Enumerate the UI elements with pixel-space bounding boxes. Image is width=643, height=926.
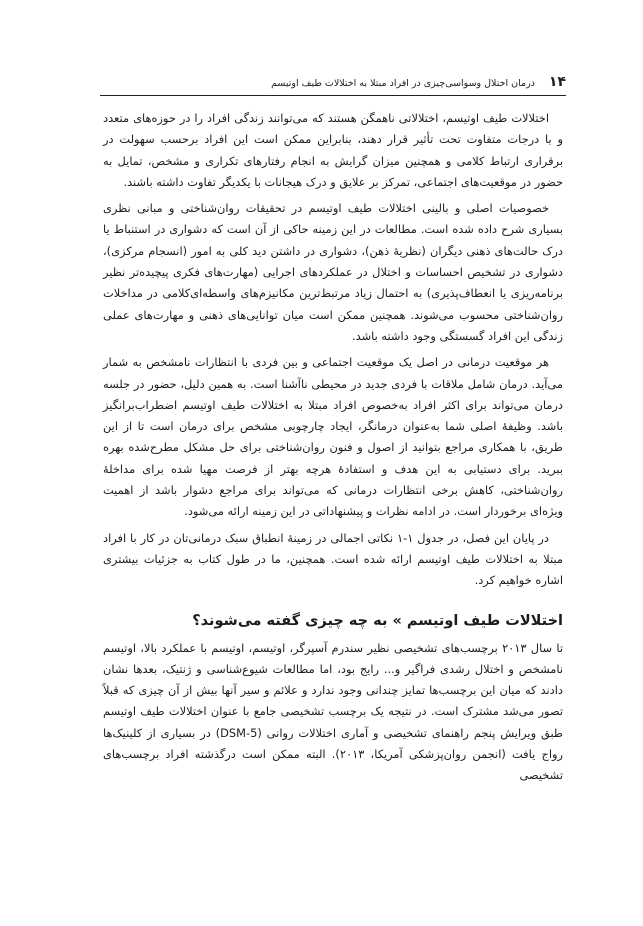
page-number: ۱۴ bbox=[548, 74, 566, 90]
header-divider bbox=[100, 95, 566, 96]
paragraph-chapter-end: در پایان این فصل، در جدول ۱-۱ نکاتی اجمالی در زمینهٔ انطباق سبک درمانی‌تان در کار با افراد مبتلا به اختلالات طیف اوتیسم ارائه شده است. همچنین، ما در طول کتاب به جزئیات بیشتری اشاره خواهیم کرد. bbox=[103, 530, 563, 588]
running-title: درمان اختلال وسواسی‌چیزی در افراد مبتلا به اختلالات طیف اوتیسم bbox=[271, 78, 535, 89]
section-heading: اختلالات طیف اوتیسم » به چه چیزی گفته می‌شوند؟ bbox=[192, 612, 563, 629]
paragraph-therapy-situation: هر موقعیت درمانی در اصل یک موقعیت اجتماعی و بین فردی با انتظارات نامشخص به شمار می‌آید. درمان شامل ملاقات با فردی جدید در محیطی ناآشنا است. به همین دلیل، حضور در جلسه درمان می‌تواند برای اکثر افراد به‌خصوص افراد مبتلا به اختلالات طیف اوتیسم اضطراب‌برانگیز باشد. وظیفهٔ اصلی شما به‌عنوان درمانگر، ایجاد چارچوبی مشخص برای درمان است تا از این طریق، با همکاری مراجع بتوانید از اصول و فنون روان‌شناختی برای حل مشکل مطرح‌شده بهره ببرید. برای دستیابی به این هدف و استفادهٔ هرچه بهتر از فرصت مهیا شده برای مداخلهٔ روان‌شناختی، کاهش برخی انتظارات درمانی که می‌تواند برای مراجع دشوار باشد از اهمیت ویژه‌ای برخوردار است. در ادامه نظرات و پیشنهاداتی در این زمینه ارائه می‌شود. bbox=[103, 355, 563, 519]
paragraph-intro: اختلالات طیف اوتیسم، اختلالاتی ناهمگن هستند که می‌توانند زندگی افراد را در حوزه‌های متعدد و با درجات متفاوت تحت تأثیر قرار دهند، بنابراین ممکن است این افراد برحسب سهولت در برقراری ارتباط کلامی و همچنین میزان گرایش به انجام رفتارهای تکراری و مشخص، تمایل به حضور در موقعیت‌های اجتماعی، تمرکز بر علایق و درک هیجانات با یکدیگر تفاوت داشته باشند. bbox=[103, 111, 563, 189]
page-body bbox=[103, 108, 563, 787]
page-header bbox=[100, 74, 566, 90]
paragraph-characteristics: خصوصیات اصلی و بالینی اختلالات طیف اوتیسم در تحقیقات روان‌شناختی و مبانی نظری بسیاری شرح داده شده است. مطالعات در این زمینه حاکی از آن است که دشواری در استنباط یا درک حالت‌های ذهنی دیگران (نظریهٔ ذهن)، دشواری در داشتن دید کلی به امور (انسجام مرکزی)، دشواری در تشخیص احساسات و اختلال در عملکردهای اجرایی (مهارت‌های فکری پیچیده‌تر نظیر برنامه‌ریزی یا انعطاف‌پذیری) به احتمال زیاد مرتبط‌ترین مکانیزم‌های واسطه‌ای‌کلامی در مداخلات روان‌شناختی محسوب می‌شوند. همچنین ممکن است میان توانایی‌های ذهنی و مهارت‌های عملی زندگی این افراد گسستگی وجود داشته باشد. bbox=[103, 201, 563, 343]
section-paragraph: تا سال ۲۰۱۳ برچسب‌های تشخیصی نظیر سندرم آسپرگر، اوتیسم، اوتیسم با عملکرد بالا، اوتیسم نامشخص و اختلال رشدی فراگیر و... رایج بود، اما مطالعات شیوع‌شناسی و ژنتیک، بعدها نشان دادند که میان این برچسب‌ها تمایز چندانی وجود ندارد و علائم و سیر آنها بیش از آن چیزی که قبلاً تصور می‌شد مشترک است. در نتیجه یک برچسب تشخیصی جامع با عنوان اختلالات طیف اوتیسم طبق ویرایش پنجم راهنمای تشخیصی و آماری اختلالات روانی (DSM-5) در بسیاری از کلینیک‌ها رواج یافت (انجمن روان‌پزشکی آمریکا، ۲۰۱۳). البته ممکن است درگذشته افراد برچسب‌های تشخیصی bbox=[103, 640, 563, 783]
